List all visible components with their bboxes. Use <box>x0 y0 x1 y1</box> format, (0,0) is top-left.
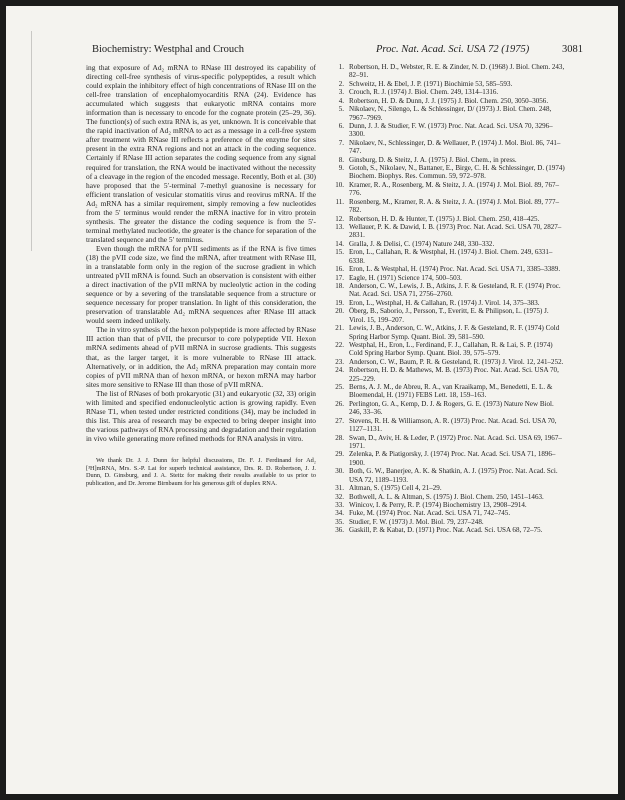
reference-text: Eron, L., Westphal, H. & Callahan, R. (1974) J. Virol. 14, 375–383. <box>349 298 540 307</box>
reference-number: 10. <box>335 180 344 189</box>
reference-item <box>326 223 566 240</box>
reference-item <box>326 467 566 484</box>
header-journal-citation: Proc. Nat. Acad. Sci. USA 72 (1975) <box>376 44 530 55</box>
reference-number: 33. <box>335 500 344 509</box>
reference-text: Anderson, C. W., Lewis, J. B., Atkins, J. F. & Gesteland, R. F. (1974) Proc. Nat. Acad. Sci. USA 71, 2756–2760. <box>349 281 561 299</box>
reference-number: 26. <box>335 399 344 408</box>
reference-text: Nikolaev, N., Schlessinger, D. & Wellauer, P. (1974) J. Mol. Biol. 86, 741–747. <box>349 138 561 156</box>
reference-item <box>326 493 566 501</box>
reference-text: Both, G. W., Banerjee, A. K. & Shatkin, A. J. (1975) Proc. Nat. Acad. Sci. USA 72, 1189–1193. <box>349 467 558 484</box>
reference-item <box>326 299 566 307</box>
reference-number: 20. <box>335 307 344 316</box>
reference-text: Dunn, J. J. & Studier, F. W. (1973) Proc. Nat. Acad. Sci. USA 70, 3296–3300. <box>349 121 553 139</box>
reference-item <box>326 358 566 366</box>
reference-text: Wellauer, P. K. & Dawid, I. B. (1973) Proc. Nat. Acad. Sci. USA 70, 2827–2831. <box>349 223 562 240</box>
reference-number: 31. <box>335 484 344 493</box>
reference-text: Rosenberg, M., Kramer, R. A. & Steitz, J. A. (1974) J. Mol. Biol. 89, 777–782. <box>349 197 560 215</box>
reference-item <box>326 400 566 417</box>
reference-list <box>326 63 566 535</box>
body-paragraph: The in vitro synthesis of the hexon polypeptide is more affected by RNase III action than that of pVII, the precursor to core polypeptide VII. Hexon mRNA sediments ahead of pVII mRNA in sucrose gradients. This suggests that, as the larger target, it is more vulnerable to RNase III attack. Alternatively, or in addition, the Ad₂ mRNA preparation may contain more copies of pVII mRNA than of hexon mRNA, or hexon mRNA may harbor sites more sensitive to RNase III than those of pVII mRNA. <box>86 325 316 389</box>
reference-number: 13. <box>335 223 344 232</box>
reference-item <box>326 307 566 324</box>
reference-item <box>326 274 566 282</box>
reference-item <box>326 450 566 467</box>
reference-item <box>326 105 566 122</box>
reference-text: Swan, D., Aviv, H. & Leder, P. (1972) Proc. Nat. Acad. Sci. USA 69, 1967–1971. <box>349 433 562 450</box>
left-text-column <box>86 63 316 488</box>
reference-number: 29. <box>335 450 344 459</box>
reference-number: 4. <box>338 96 344 105</box>
reference-number: 22. <box>335 340 344 349</box>
reference-number: 12. <box>335 214 344 223</box>
reference-text: Lewis, J. B., Anderson, C. W., Atkins, J. F. & Gesteland, R. F. (1974) Cold Spring Harbor Symp. Quant. Biol. 39, 581–590. <box>349 324 560 341</box>
reference-item <box>326 215 566 223</box>
running-header <box>6 44 618 58</box>
acknowledgment: We thank Dr. J. J. Dunn for helpful discussions, Dr. F. J. Ferdinand for Ad₂ [³H]mRNA, Mrs. S.-P. Lai for superb technical assistance, Drs. R. D. Robertson, J. J. Dunn, D. Ginsburg, and J. A. Steitz for making their results available to us prior to publication, and Dr. Jerome Birnbaum for his generous gift of duplex RNA. <box>86 456 316 488</box>
reference-text: Robertson, H. D. & Dunn, J. J. (1975) J. Biol. Chem. 250, 3050–3056. <box>349 96 549 105</box>
reference-item <box>326 366 566 383</box>
reference-text: Zelenka, P. & Piatigorsky, J. (1974) Proc. Nat. Acad. Sci. USA 71, 1896–1900. <box>349 450 556 467</box>
reference-text: Studier, F. W. (1973) J. Mol. Biol. 79, 237–248. <box>349 517 484 526</box>
reference-text: Öberg, B., Saborio, J., Persson, T., Everitt, E. & Philipson, L. (1975) J. Virol. 15, 199–207. <box>349 307 549 324</box>
reference-text: Bothwell, A. L. & Altman, S. (1975) J. Biol. Chem. 250, 1451–1463. <box>349 492 544 501</box>
header-article-title: Biochemistry: Westphal and Crouch <box>92 44 245 55</box>
reference-text: Stevens, R. H. & Williamson, A. R. (1973) Proc. Nat. Acad. Sci. USA 70, 1127–1131. <box>349 416 557 434</box>
reference-item <box>326 164 566 181</box>
reference-text: Gaskill, P. & Kabat, D. (1971) Proc. Nat. Acad. Sci. USA 68, 72–75. <box>349 526 543 535</box>
reference-item <box>326 518 566 526</box>
reference-item <box>326 88 566 96</box>
reference-number: 32. <box>335 492 344 501</box>
reference-text: Nikolaev, N., Silengo, L. & Schlessinger, D/ (1973) J. Biol. Chem. 248, 7967–7969. <box>349 105 552 122</box>
reference-number: 14. <box>335 239 344 248</box>
reference-text: Fuke, M. (1974) Proc. Nat. Acad. Sci. USA 71, 742–745. <box>349 509 511 518</box>
reference-text: Eron, L. & Westphal, H. (1974) Proc. Nat. Acad. Sci. USA 71, 3385–3389. <box>349 265 561 274</box>
reference-text: Eagle, H. (1971) Science 174, 500–503. <box>349 273 462 282</box>
reference-item <box>326 324 566 341</box>
reference-number: 35. <box>335 517 344 526</box>
reference-number: 17. <box>335 273 344 282</box>
reference-item <box>326 63 566 80</box>
reference-number: 6. <box>338 121 344 130</box>
reference-item <box>326 434 566 451</box>
reference-number: 30. <box>335 467 344 476</box>
journal-page <box>6 6 618 794</box>
reference-number: 9. <box>338 164 344 173</box>
reference-text: Gralla, J. & Delisi, C. (1974) Nature 248, 330–332. <box>349 239 495 248</box>
reference-text: Crouch, R. J. (1974) J. Biol. Chem. 249, 1314–1316. <box>349 88 499 97</box>
reference-number: 36. <box>335 526 344 535</box>
reference-item <box>326 484 566 492</box>
reference-text: Altman, S. (1975) Cell 4, 21–29. <box>349 484 442 493</box>
reference-item <box>326 501 566 509</box>
reference-item <box>326 282 566 299</box>
reference-item <box>326 122 566 139</box>
reference-number: 28. <box>335 433 344 442</box>
header-page-number: 3081 <box>562 44 583 55</box>
reference-text: Gotoh, S., Nikolaev, N., Battaner, E., Birge, C. H. & Schlessinger, D. (1974) Biochem. Biophys. Res. Commun. 59, 972–978. <box>349 164 565 181</box>
reference-item <box>326 198 566 215</box>
reference-text: Kramer, R. A., Rosenberg, M. & Steitz, J. A. (1974) J. Mol. Biol. 89, 767–776. <box>349 180 560 198</box>
reference-item <box>326 265 566 273</box>
reference-number: 15. <box>335 248 344 257</box>
reference-item <box>326 97 566 105</box>
reference-item <box>326 526 566 534</box>
reference-item <box>326 383 566 400</box>
reference-number: 23. <box>335 357 344 366</box>
reference-number: 16. <box>335 265 344 274</box>
reference-number: 19. <box>335 298 344 307</box>
reference-text: Robertson, H. D., Webster, R. E. & Zinder, N. D. (1968) J. Biol. Chem. 243, 82–91. <box>349 63 565 80</box>
reference-item <box>326 240 566 248</box>
reference-number: 27. <box>335 416 344 425</box>
reference-number: 3. <box>338 88 344 97</box>
reference-text: Robertson, H. D. & Mathews, M. B. (1973) Proc. Nat. Acad. Sci. USA 70, 225–229. <box>349 366 559 383</box>
reference-number: 1. <box>338 63 344 71</box>
reference-number: 34. <box>335 509 344 518</box>
reference-text: Robertson, H. D. & Hunter, T. (1975) J. Biol. Chem. 250, 418–425. <box>349 214 540 223</box>
reference-text: Perlington, G. A., Kemp, D. J. & Rogers, G. E. (1973) Nature New Biol. 246, 33–36. <box>349 399 554 417</box>
reference-item <box>326 417 566 434</box>
reference-item <box>326 139 566 156</box>
reference-text: Westphal, H., Eron, L., Ferdinand, F. J., Callahan, R. & Lai, S. P. (1974) Cold Spring Harbor Symp. Quant. Biol. 39, 575–579. <box>349 340 553 358</box>
reference-item <box>326 156 566 164</box>
reference-text: Ginsburg, D. & Steitz, J. A. (1975) J. Biol. Chem., in press. <box>349 155 517 164</box>
reference-number: 25. <box>335 383 344 392</box>
reference-text: Winicov, I. & Perry, R. P. (1974) Biochemistry 13, 2908–2914. <box>349 500 527 509</box>
reference-number: 18. <box>335 281 344 290</box>
reference-item <box>326 248 566 265</box>
reference-number: 11. <box>335 197 344 206</box>
scan-edge-mark <box>31 31 32 251</box>
reference-text: Schweitz, H. & Ebel, J. P. (1971) Biochimie 53, 585–593. <box>349 79 513 88</box>
reference-number: 7. <box>338 138 344 147</box>
reference-number: 5. <box>338 105 344 114</box>
reference-text: Eron, L., Callahan, R. & Westphal, H. (1974) J. Biol. Chem. 249, 6331–6338. <box>349 248 553 265</box>
reference-item <box>326 341 566 358</box>
reference-text: Berns, A. J. M., de Abreu, R. A., van Kraaikamp, M., Benedetti, E. L. & Bloemendal, H. (1971) FEBS Lett. 18, 159–163. <box>349 383 553 400</box>
body-paragraph: ing that exposure of Ad₂ mRNA to RNase III destroyed its capability of directing cell-free synthesis of virus-specific polypeptides, a result which could explain the inhibitory effect of high concentrations of RNase III on the cell-free translation of encephalomyocarditis RNA (24). Evidence has accumulated which suggests that eukaryotic mRNA contains more information than is necessary to encode for the cognate protein (25–29, 36). The function(s) of such extra RNA is, as yet, unknown. It is conceivable that the rapid inactivation of Ad₂ mRNA to act as a message in a cell-free system after treatment with RNase III reflects a preference of the enzyme for sites present in the extra RNA regions and not an attack in the coding sequence. Certainly if RNase III action separates the coding sequence from any signal required for translation, the RNA would be inactivated without the necessity of a cleavage in the region of the encoded message. Recently, Both et al. (30) have proposed that the 5′-terminal 7-methyl guanosine is necessary for efficient translation of vesicular stomatitis virus and reovirus mRNA. If the Ad₂ mRNA has a similar requirement, simply removing a few nucleotides from the 5′ terminus would render the mRNA inactive for in vitro protein synthesis. The greater the distance the coding sequence is from the 5′-terminal methylated nucleotide, the greater is the chance for separation of the translated sequence and the 5′ terminus. <box>86 63 316 244</box>
reference-item <box>326 181 566 198</box>
body-paragraph: The list of RNases of both prokaryotic (31) and eukaryotic (32, 33) origin with limited and specified endonucleolytic action is growing rapidly. Even RNase T1, when tested under restricted conditions (34), may be included in this list. This area of research may be expected to bring deeper insight into the various pathways of RNA processing and degradation and their regulation in vivo while generating more refined methods for RNA analysis in vitro. <box>86 388 316 443</box>
reference-number: 24. <box>335 366 344 375</box>
reference-number: 2. <box>338 79 344 88</box>
body-paragraph: Even though the mRNA for pVII sediments as if the RNA is five times (18) the pVII code size, we find the mRNA, after treatment with RNase III, in a translatable form only in the region of the sucrose gradient in which untreated pVII mRNA is found. Such an observation is consistent with either a direct inactivation of the pVII mRNA by nucleolytic action in the coding sequence or by a severing of the translatable sequence from a structure or sequence necessary for proper translation. In light of this consideration, the preservation of translatable Ad₂ mRNA sequences after RNase III attack would seem indeed unlikely. <box>86 243 316 326</box>
reference-number: 21. <box>335 324 344 333</box>
reference-text: Anderson, C. W., Baum, P. R. & Gesteland, R. (1973) J. Virol. 12, 241–252. <box>349 357 564 366</box>
reference-item <box>326 509 566 517</box>
reference-number: 8. <box>338 155 344 164</box>
reference-item <box>326 80 566 88</box>
